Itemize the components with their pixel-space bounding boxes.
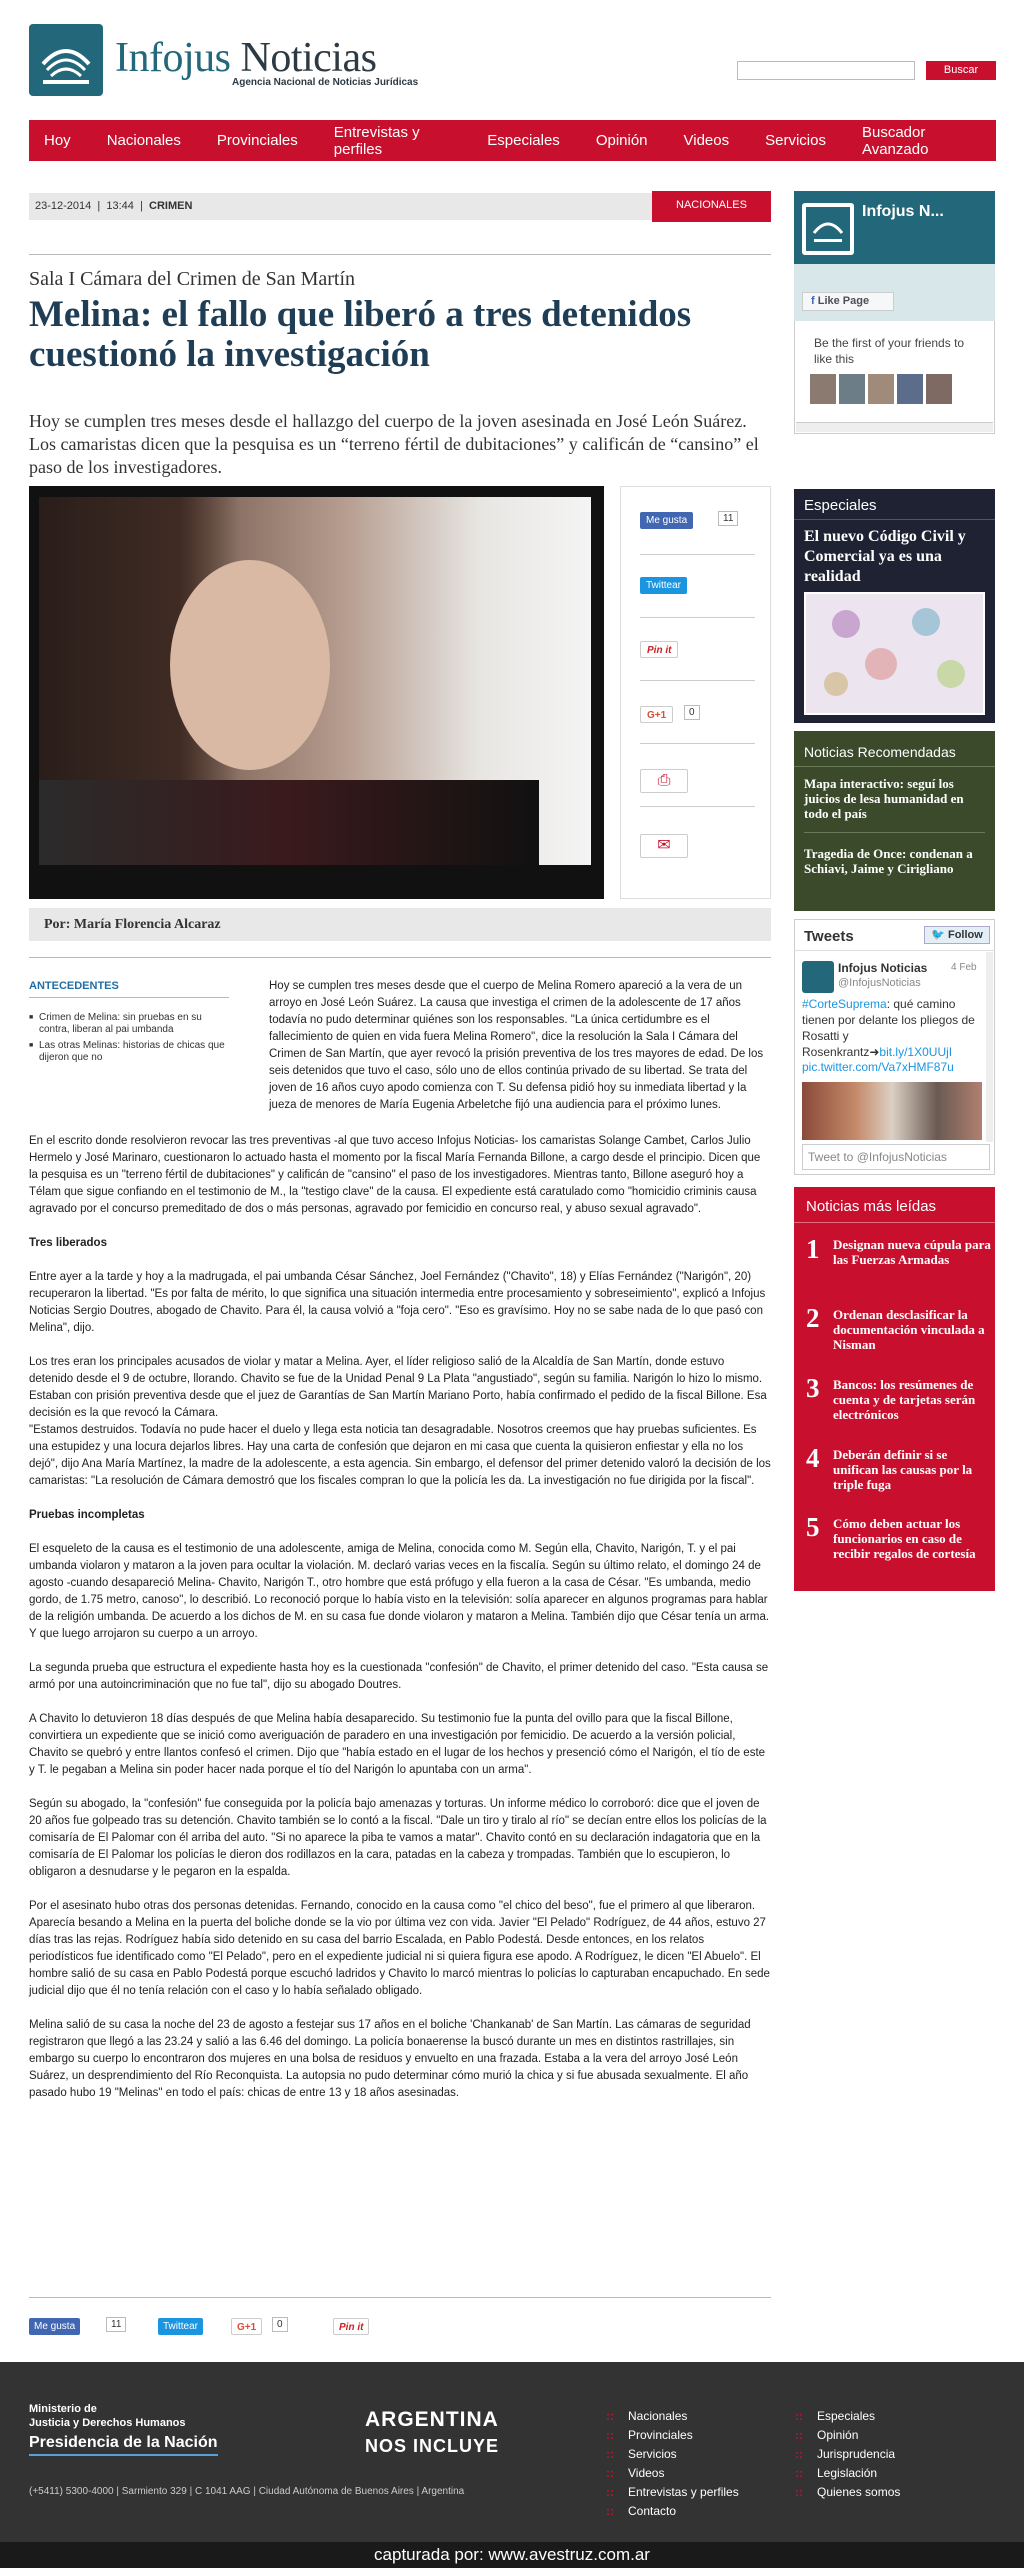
- gplus-count-bottom: 0: [272, 2317, 288, 2332]
- twitter-follow-button[interactable]: 🐦 Follow: [924, 926, 990, 944]
- print-icon[interactable]: ⎙: [640, 769, 688, 793]
- footer-ministry-line1: Ministerio de: [29, 2403, 97, 2415]
- tweets-scrollbar[interactable]: [986, 952, 993, 1142]
- tweet-account[interactable]: Infojus Noticias: [838, 961, 928, 975]
- gplus-button[interactable]: G+1: [640, 706, 673, 723]
- article-date: 23-12-2014: [35, 200, 92, 212]
- footer-address: (+5411) 5300-4000 | Sarmiento 329 | C 1041 AAG | Ciudad Autónoma de Buenos Aires | Argentina: [29, 2486, 465, 2497]
- tweets-title: Tweets: [804, 928, 854, 945]
- logo-icon[interactable]: [29, 24, 103, 96]
- mas-leidas-link[interactable]: Cómo deben actuar los funcionarios en caso de recibir regalos de cortesía: [833, 1516, 976, 1561]
- byline: Por: María Florencia Alcaraz: [29, 908, 771, 941]
- tweet-handle[interactable]: @InfojusNoticias: [838, 977, 921, 989]
- facebook-like-button[interactable]: Me gusta: [640, 512, 693, 529]
- facebook-page-logo[interactable]: [802, 203, 854, 255]
- mas-leidas-link[interactable]: Ordenan desclasificar la documentación vinculada a Nisman: [833, 1307, 985, 1352]
- avatar: [810, 374, 836, 404]
- like-count: 11: [718, 511, 738, 526]
- nav-item-provinciales[interactable]: Provinciales: [216, 132, 298, 149]
- footer-link[interactable]: :: Opinión: [795, 2428, 858, 2442]
- footer-presidencia[interactable]: Presidencia de la Nación: [29, 2434, 218, 2456]
- footer-link[interactable]: :: Provinciales: [606, 2428, 693, 2442]
- article-lead: Hoy se cumplen tres meses desde el hallazgo del cuerpo de la joven asesinada en José León Suárez. Los camaristas dicen que la pesquisa es un “terreno fértil de dubitaciones” y calificán de “cansino” el paso de los investigadores.: [29, 411, 759, 477]
- tweet-date: 4 Feb: [951, 962, 977, 973]
- rank-number: 2: [806, 1303, 820, 1333]
- search-button[interactable]: Buscar: [926, 61, 996, 80]
- nav-item-buscador[interactable]: Buscador Avanzado: [861, 123, 929, 158]
- pinterest-button[interactable]: Pin it: [640, 641, 678, 658]
- avatar: [926, 374, 952, 404]
- footer-link[interactable]: :: Videos: [606, 2466, 664, 2480]
- article-paragraph: Los tres eran los principales acusados de violar y matar a Melina. Ayer, el líder religioso salió de la Alcaldía de San Martín, donde estuvo detenido desde el 9 de octubre, llorando. Chavito se fue de la Unidad Penal 9 La Plata "angustiado", según su familia. Narigón lo hizo lo mismo. Estaban con prisión preventiva desde que el juez de Garantías de San Martín Mariano Porto, había confirmado el pedido de la fiscal Billone. Esa decisión es la que revocó la Cámara. "Estamos destruidos. Todavía no pude hacer el duelo y llega esta noticia tan desagradable. Nosotros creemos que hay pruebas suficientes. Es una estupidez y una locura dejarlos libres. Hay una carta de confesión que dejaron en mi casa que cuenta la quisieron enfiestar y ella no los dejó", dijo Ana María Martínez, la madre de la adolescente, a esta agencia. Sin embargo, el defensor del primer detenido valoró la decisión de los camaristas: "La resolución de Cámara demostró que los fiscales compran lo que la policía les da. La investigación no fue dirigida por la fiscal".: [29, 1356, 771, 1487]
- article-subtitle: Pruebas incompletas: [29, 1509, 145, 1521]
- facebook-friends-text: Be the first of your friends to like this: [814, 336, 965, 366]
- logo-text[interactable]: Infojus Noticias: [115, 35, 377, 81]
- article-paragraph: Entre ayer a la tarde y hoy a la madrugada, el pai umbanda César Sánchez, Joel Fernández ("Chavito", 18) y Elías Fernández ("Narigón", 20) recuperaron la libertad. "Es por falta de mérito, lo que significa una situación intermedia entre procesamiento y sobreseimiento", explicó a Infojus Noticias Sergio Doutres, abogado de Chavito. Para él, la causa volvió a "foja cero". "Eso es gravísimo. Hoy no se sabe nada de lo que pasó con Melina", dijo.: [29, 1271, 766, 1334]
- article-paragraph: El esqueleto de la causa es el testimonio de una adolescente, amiga de Melina, conocida como M. Según ella, Chavito, Narigón, T. y el pai umbanda violaron y mataron a la joven para ocultar la violación. M. declaró varias veces en la fiscalía. Según su último relato, el domingo 24 de agosto -cuando desapareció Melina- Chavito, Narigón T., otro hombre que está prófugo y ella fueron a la casa de César. "Es umbanda, medio gordo, de 1.75 metro, canoso", lo describió. Lo reconoció porque lo había visto en la televisión: solía aparecer en algunos programas para hablar de la religión umbanda. De acuerdo a los dichos de M. en su casa fue donde violaron y mataron a Melina. También dijo que César tenía un arma. Y que luego arrojaron su cuerpo a un arroyo.: [29, 1543, 770, 1640]
- search-input[interactable]: [737, 61, 915, 80]
- article-title: Melina: el fallo que liberó a tres detenidos cuestionó la investigación: [29, 294, 692, 375]
- footer-nos-incluye: NOS INCLUYE: [365, 2436, 500, 2456]
- article-paragraph: Por el asesinato hubo otras dos personas detenidas. Fernando, conocido en la causa como "el chico del beso", fue el primero al que liberaron. Aparecía besando a Melina en la puerta del boliche donde se la vio por última vez con vida. Javier "El Pelado" Rodríguez, de 44 años, estuvo 27 días tras las rejas. Rodríguez había sido detenido en su casa del barrio Escalada, en Pablo Podestá. Desde entonces, en los relatos periodísticos fue identificado como "El Pelado", pero en el expediente judicial ni si quiera figura ese apodo. A Rodríguez, le dicen "El Abuelo". El hombre salió de su casa en Pablo Podestá porque escuchó ladridos y Chavito lo marcó mientras lo policías lo capturaban encapuchado. En sede judicial dijo que él no tenía relación con el caso y lo había señalado obligado.: [29, 1900, 770, 1997]
- capture-credit: capturada por: www.avestruz.com.ar: [374, 2545, 650, 2564]
- tweet-text: #CorteSuprema: qué camino tienen por delante los pliegos de Rosatti y Rosenkrantz➜bit.ly/1X0UUjI: [802, 997, 975, 1059]
- facebook-like-page-button[interactable]: f Like Page: [802, 292, 894, 311]
- footer-link[interactable]: :: Legislación: [795, 2466, 877, 2480]
- avatar: [839, 374, 865, 404]
- footer-argentina: ARGENTINA: [365, 2408, 499, 2431]
- tweet-link[interactable]: pic.twitter.com/Va7xHMF87u: [802, 1060, 954, 1074]
- footer-link[interactable]: :: Servicios: [606, 2447, 677, 2461]
- mas-leidas-link[interactable]: Deberán definir si se unifican las causas por la triple fuga: [833, 1447, 973, 1492]
- nav-item-opinion[interactable]: Opinión: [595, 132, 648, 149]
- mas-leidas-title: Noticias más leídas: [806, 1198, 937, 1215]
- section-badge[interactable]: NACIONALES: [652, 191, 771, 222]
- avatar: [897, 374, 923, 404]
- rank-number: 5: [806, 1512, 820, 1542]
- recomendadas-link[interactable]: Mapa interactivo: seguí los juicios de lesa humanidad en todo el país: [804, 776, 964, 821]
- pinterest-button-bottom[interactable]: Pin it: [333, 2318, 369, 2335]
- especiales-headline[interactable]: El nuevo Código Civil y Comercial ya es una realidad: [804, 528, 966, 585]
- article-subtitle: Tres liberados: [29, 1237, 107, 1249]
- tweet-button[interactable]: Twittear: [640, 577, 687, 594]
- recomendadas-link[interactable]: Tragedia de Once: condenan a Schiavi, Jaime y Cirigliano: [804, 846, 973, 876]
- tweet-button-bottom[interactable]: Twittear: [158, 2318, 203, 2335]
- footer-link[interactable]: :: Quienes somos: [795, 2485, 900, 2499]
- photo-shirt: [39, 780, 539, 865]
- twitter-avatar[interactable]: [802, 961, 834, 993]
- article-kicker: Sala I Cámara del Crimen de San Martín: [29, 268, 356, 290]
- article-body: [29, 978, 771, 1114]
- antecedentes-link[interactable]: ■ Crimen de Melina: sin pruebas en su contra, liberan al pai umbanda: [29, 1012, 229, 1036]
- site-header: [0, 0, 1024, 110]
- especiales-title: Especiales: [804, 497, 877, 514]
- footer-link[interactable]: :: Nacionales: [606, 2409, 687, 2423]
- antecedentes-link[interactable]: ■ Las otras Melinas: historias de chicas que dijeron que no: [29, 1040, 229, 1064]
- facebook-scrollbar[interactable]: [796, 422, 993, 432]
- especiales-image[interactable]: [804, 592, 985, 715]
- article-paragraph: En el escrito donde resolvieron revocar las tres preventivas -al que tuvo acceso Infojus Noticias- los camaristas Solange Cambet, Carlos Julio Hermelo y José Marinaro, cuestionaron lo actuado hasta el momento por la fiscal María Fernanda Billone, a cargo desde el principio. Dicen que la pesquisa es un "terreno fértil de dubitaciones" y calificán de "cansino" el paso de los investigadores. Mientras tanto, Billone aseguró hoy a Télam que sigue confiando en el testimonio de M., la "testigo clave" de la causa. El expediente está caratulado como "homicidio criminis causa agravado por el concurso premeditado de dos o más personas, agravado por femicidio en concurso real, y abuso sexual agravado".: [29, 1135, 761, 1215]
- rank-number: 4: [806, 1443, 820, 1473]
- footer-link[interactable]: :: Especiales: [795, 2409, 875, 2423]
- tweet-image[interactable]: [802, 1082, 982, 1140]
- nav-item-especiales[interactable]: Especiales: [487, 132, 560, 149]
- facebook-like-button-bottom[interactable]: Me gusta: [29, 2318, 80, 2335]
- rank-number: 3: [806, 1373, 820, 1403]
- mas-leidas-link[interactable]: Bancos: los resúmenes de cuenta y de tarjetas serán electrónicos: [833, 1377, 976, 1422]
- gplus-count: 0: [684, 705, 700, 720]
- article-time: 13:44: [106, 200, 134, 212]
- main-nav: [29, 120, 996, 161]
- article-category[interactable]: CRIMEN: [149, 200, 193, 212]
- article-meta: 23-12-2014 | 13:44 | CRIMEN NACIONALES: [29, 193, 771, 220]
- email-icon[interactable]: ✉: [640, 834, 688, 858]
- facebook-page-name[interactable]: Infojus N...: [862, 203, 944, 220]
- antecedentes-title: ANTECEDENTES: [29, 980, 119, 992]
- article-paragraph: A Chavito lo detuvieron 18 días después de que Melina había desaparecido. Su testimonio fue la punta del ovillo para que la fiscal Billone, convirtiera un expediente que se inició como averiguación de paradero en una investigación por femicidio. De acuerdo a la versión policial, Chavito se quebró y entre llantos confesó el crimen. Dijo que "había estado en el lugar de los hechos y presenció cómo el Narigón, el tío de este y T. le pegaban a Melina sin poder hacer nada porque el tío del Narigón lo apuntaba con un arma".: [29, 1713, 766, 1776]
- footer-ministry-line2: Justicia y Derechos Humanos: [29, 2417, 186, 2429]
- tweet-reply-input[interactable]: Tweet to @InfojusNoticias: [802, 1144, 990, 1170]
- photo-face: [170, 560, 330, 770]
- footer-link[interactable]: :: Jurisprudencia: [795, 2447, 895, 2461]
- nav-item-hoy[interactable]: Hoy: [44, 132, 71, 149]
- rank-number: 1: [806, 1234, 820, 1264]
- article-paragraph: Melina salió de su casa la noche del 23 de agosto a festejar sus 17 años en el boliche 'Chankanab' de San Martín. Las cámaras de seguridad registraron que llegó a las 23.24 y salió a las 6.46 del domingo. La policía bonaerense la buscó durante un mes en distintos rastrillajes, sin embargo su cuerpo lo encontraron dos mujeres en una bolsa de residuos y envuelto en una frazada. Estaba a la vera del arroyo José León Suárez, un desprendimiento del Río Reconquista. La autopsia no pudo determinar cómo murió la chica y si fue abusada sexualmente. El año pasado hubo 19 "Melinas" en todo el país: chicas de entre 13 y 18 años asesinadas.: [29, 2019, 751, 2099]
- footer-link[interactable]: :: Entrevistas y perfiles: [606, 2485, 739, 2499]
- like-count-bottom: 11: [106, 2317, 126, 2332]
- footer-link[interactable]: :: Contacto: [606, 2504, 676, 2518]
- article-paragraph: La segunda prueba que estructura el expediente hasta hoy es la cuestionada "confesión" de Chavito, el primer detenido del caso. "Esta causa se armó por una autoincriminación que no fue tal", dijo su abogado Doutres.: [29, 1662, 769, 1691]
- twitter-icon: 🐦: [931, 929, 945, 941]
- facebook-friend-avatars: [810, 374, 952, 404]
- recomendadas-title: Noticias Recomendadas: [804, 744, 956, 760]
- nav-item-nacionales[interactable]: Nacionales: [106, 132, 181, 149]
- mas-leidas-link[interactable]: Designan nueva cúpula para las Fuerzas Armadas: [833, 1237, 991, 1267]
- nav-item-videos[interactable]: Videos: [683, 132, 730, 149]
- avatar: [868, 374, 894, 404]
- capture-bar: [0, 2542, 1024, 2568]
- facebook-icon: f: [811, 295, 815, 307]
- gplus-button-bottom[interactable]: G+1: [231, 2318, 262, 2335]
- logo-tagline: Agencia Nacional de Noticias Jurídicas: [232, 77, 419, 88]
- article-paragraph: Hoy se cumplen tres meses desde que el cuerpo de Melina Romero apareció a la vera de un arroyo en José León Suárez. La causa que investiga el crimen de la adolescente de 17 años todavía no pudo determinar quiénes son los responsables. "La única certidumbre es el fallecimiento de quien en vida fuera Melina Romero", dice la resolución la Sala I Cámara del Crimen de San Martín, que ayer revocó la prisión preventiva de los tres mayores de edad. De los seis detenidos que tuvo el caso, sólo uno de ellos continúa privado de su libertad. Se trata del joven de 16 años cuyo apodo comienza con T. Su defensa pidió hoy su inmediata libertad y la jueza de menores de María Eugenia Arbeletche fijó una audiencia para el próximo lunes.: [269, 980, 764, 1111]
- article-body-cont: [29, 1133, 771, 2119]
- article-paragraph: Según su abogado, la "confesión" fue conseguida por la policía bajo amenazas y torturas. Un informe médico lo corroboró: dice que el joven de 20 años fue golpeado tras su detención. Chavito también se lo contó a la fiscal. "Dale un tiro y tiralo al río" se decían entre ellos los policías de la comisaría de El Palomar con él arriba del auto. "Si no aparece la piba te vamos a matar". Chavito contó en su declaración indagatoria que en la comisaría de El Palomar los policías le dieron dos rodillazos en la cara, patadas en la cabeza y trompadas. También que lo escupieron, lo obligaron a desnudarse y le pegaron en la espalda.: [29, 1798, 767, 1878]
- nav-item-entrevistas[interactable]: Entrevistas y perfiles: [333, 123, 420, 158]
- nav-item-servicios[interactable]: Servicios: [765, 132, 826, 149]
